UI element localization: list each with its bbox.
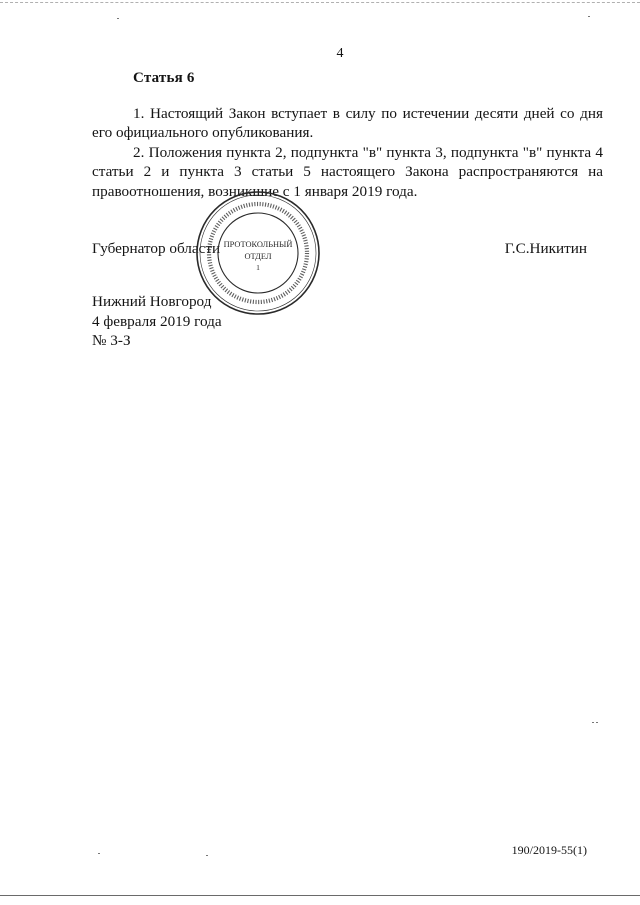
place: Нижний Новгород [92,293,212,310]
article-title: Статья 6 [133,70,195,86]
scan-speck [588,16,590,17]
scan-speck [596,722,598,723]
seal-center-line-3: 1 [256,263,260,272]
scan-speck [592,722,594,723]
scan-speck [117,18,119,19]
scan-edge-bottom [0,895,640,896]
page-number: 4 [336,46,344,61]
place-date-number-block [92,292,222,351]
document-code: 190/2019-55(1) [511,843,587,857]
signatory-position: Губернатор области [92,240,221,257]
scan-edge-top [0,2,640,3]
scan-speck [98,853,100,854]
scan-speck [206,855,208,856]
seal-center-line-2: ОТДЕЛ [244,252,272,261]
paragraph-2: 2. Положения пункта 2, подпункта "в" пункта 3, подпункта "в" пункта 4 статьи 2 и пункта 3 статьи 5 настоящего Закона распространяются на правоотношения, возникшие с 1 января 2019 года. [92,143,603,200]
signatory-name: Г.С.Никитин [504,240,587,257]
article-body [92,104,603,201]
paragraph-1: 1. Настоящий Закон вступает в силу по истечении десяти дней со дня его официального опубликования. [92,105,603,142]
law-number: № 3-З [92,332,131,349]
seal-center-line-1: ПРОТОКОЛЬНЫЙ [223,240,293,249]
signing-date: 4 февраля 2019 года [92,312,222,330]
